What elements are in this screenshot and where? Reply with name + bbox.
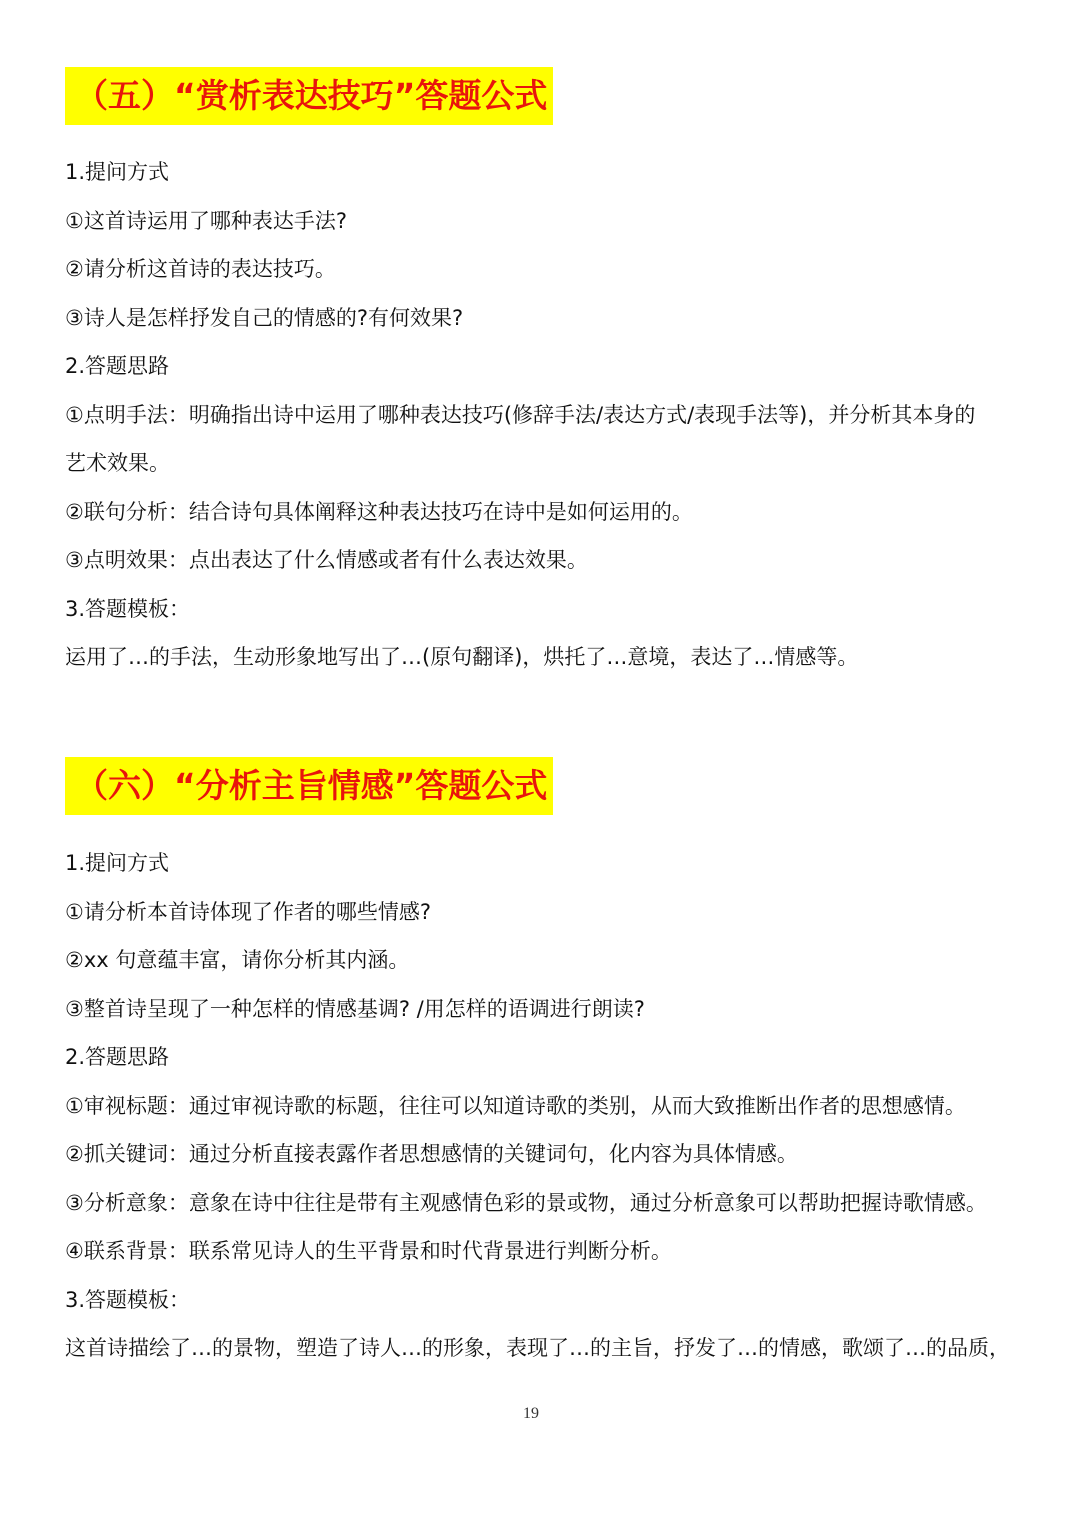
section-6-line-8: ③分析意象：意象在诗中往往是带有主观感情色彩的景或物，通过分析意象可以帮助把握诗歌情感。	[65, 1191, 987, 1215]
section-6-line-5: 2.答题思路	[65, 1045, 170, 1069]
section-5-line-2: ①这首诗运用了哪种表达手法?	[65, 209, 347, 233]
section-5-line-4: ③诗人是怎样抒发自己的情感的?有何效果?	[65, 306, 464, 330]
section-5-line-3: ②请分析这首诗的表达技巧。	[65, 257, 336, 281]
section-6-line-1: 1.提问方式	[65, 851, 170, 875]
section-6-line-11: 这首诗描绘了…的景物，塑造了诗人…的形象，表现了…的主旨，抒发了…的情感，歌颂了…的品质，	[65, 1336, 1010, 1360]
section-5-line-5: 2.答题思路	[65, 354, 170, 378]
section-5-line-8: ②联句分析：结合诗句具体阐释这种表达技巧在诗中是如何运用的。	[65, 500, 693, 524]
section-6-line-3: ②xx 句意蕴丰富，请你分析其内涵。	[65, 948, 410, 972]
section-6-line-4: ③整首诗呈现了一种怎样的情感基调? /用怎样的语调进行朗读?	[65, 997, 645, 1021]
section-5-line-11: 运用了…的手法，生动形象地写出了…(原句翻译)，烘托了…意境，表达了…情感等。	[65, 645, 859, 669]
page-number: 19	[523, 1405, 539, 1422]
section-6-line-10: 3.答题模板：	[65, 1288, 191, 1312]
section-5-line-6: ①点明手法：明确指出诗中运用了哪种表达技巧(修辞手法/表达方式/表现手法等)，并分析其本身的	[65, 403, 976, 427]
section-6-line-9: ④联系背景：联系常见诗人的生平背景和时代背景进行判断分析。	[65, 1239, 672, 1263]
section-6-line-7: ②抓关键词：通过分析直接表露作者思想感情的关键词句，化内容为具体情感。	[65, 1142, 798, 1166]
section-5-heading: （五）“赏析表达技巧”答题公式	[65, 67, 553, 125]
section-6-line-6: ①审视标题：通过审视诗歌的标题，往往可以知道诗歌的类别，从而大致推断出作者的思想感情。	[65, 1094, 966, 1118]
section-5-line-10: 3.答题模板：	[65, 597, 191, 621]
section-6-heading: （六）“分析主旨情感”答题公式	[65, 757, 553, 815]
section-5-line-1: 1.提问方式	[65, 160, 170, 184]
section-5-line-7: 艺术效果。	[65, 451, 170, 475]
section-5-line-9: ③点明效果：点出表达了什么情感或者有什么表达效果。	[65, 548, 588, 572]
section-6-line-2: ①请分析本首诗体现了作者的哪些情感?	[65, 900, 431, 924]
